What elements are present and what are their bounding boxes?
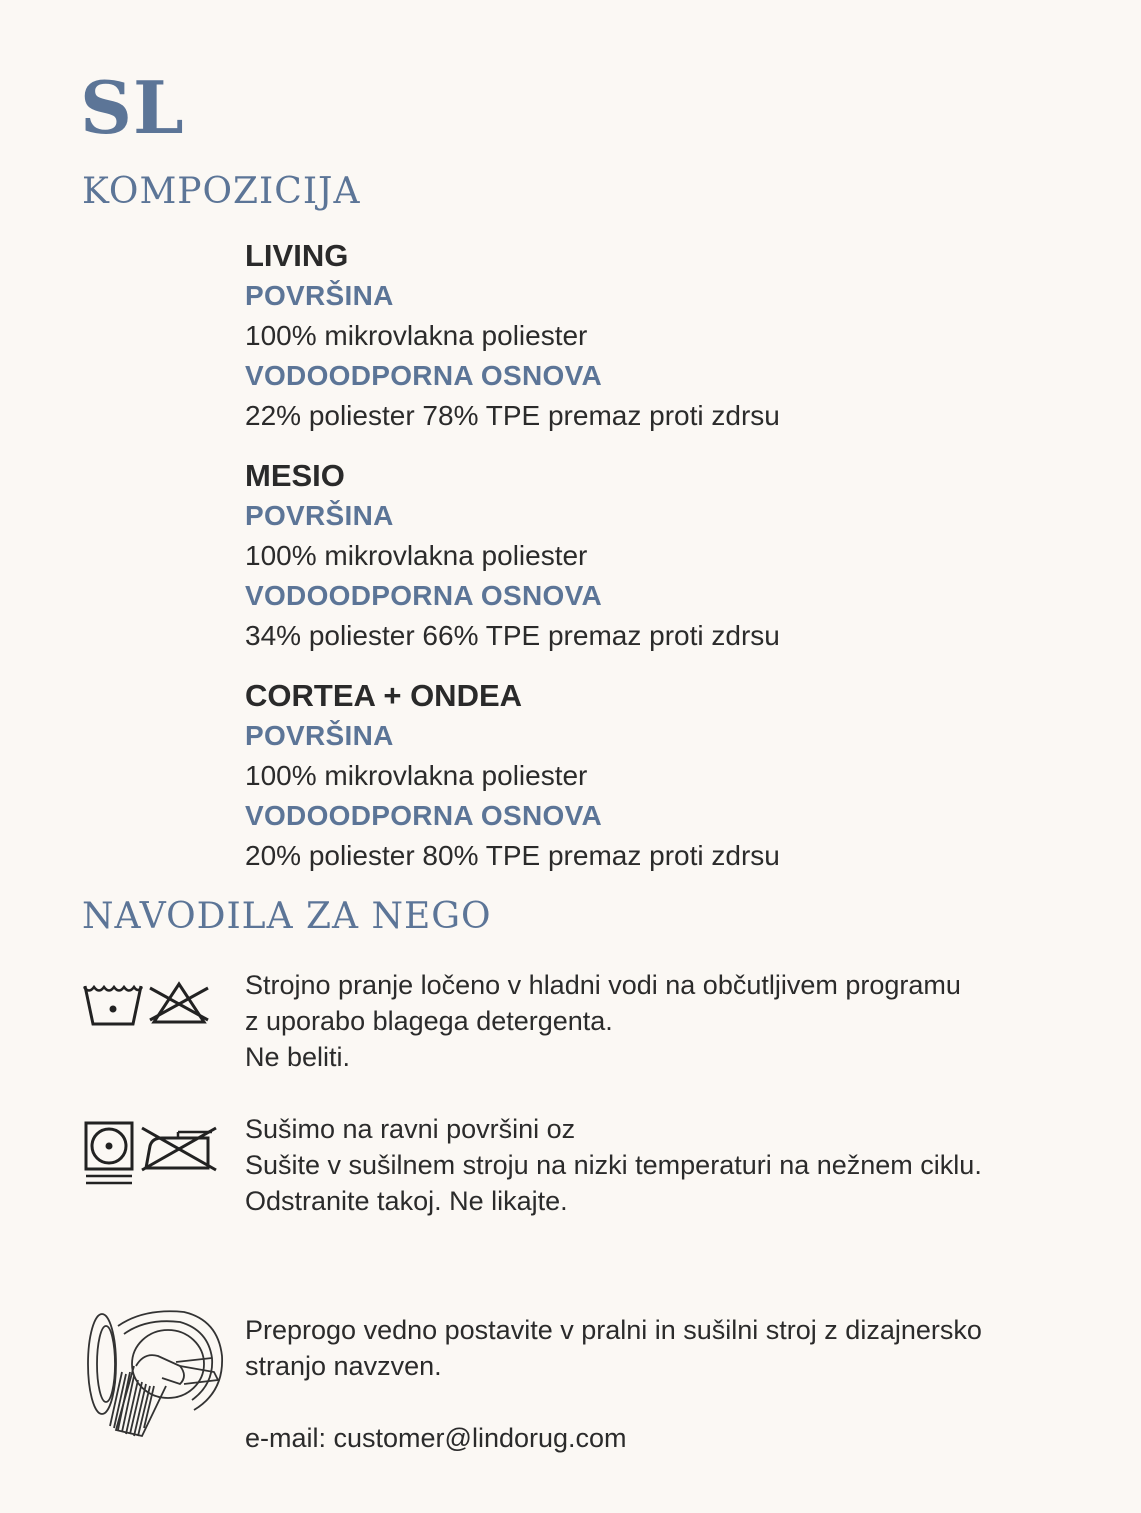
washing-machine-rug-icon	[84, 1306, 226, 1440]
surface-label: POVRŠINA	[245, 500, 394, 531]
base-value: 22% poliester 78% TPE premaz proti zdrsu	[245, 400, 780, 431]
language-code: SL	[80, 65, 185, 150]
care-line: Preprogo vedno postavite v pralni in sušilni stroj z dizajnersko	[245, 1315, 982, 1345]
base-value: 34% poliester 66% TPE premaz proti zdrsu	[245, 620, 780, 651]
care-line: Sušimo na ravni površini oz	[245, 1114, 576, 1144]
surface-value: 100% mikrovlakna poliester	[245, 760, 588, 791]
base-label: VODOODPORNA OSNOVA	[245, 580, 602, 611]
base-value: 20% poliester 80% TPE premaz proti zdrsu	[245, 840, 780, 871]
care-line: Odstranite takoj. Ne likajte.	[245, 1186, 568, 1216]
surface-label: POVRŠINA	[245, 280, 394, 311]
no-bleach-icon	[148, 980, 210, 1026]
tumble-dry-low-icon	[84, 1121, 136, 1187]
base-label: VODOODPORNA OSNOVA	[245, 360, 602, 391]
contact-email[interactable]	[245, 1420, 1105, 1456]
surface-value: 100% mikrovlakna poliester	[245, 540, 588, 571]
wash-instructions	[245, 967, 1105, 1075]
care-line: z uporabo blagega detergenta.	[245, 1006, 613, 1036]
surface-label: POVRŠINA	[245, 720, 394, 751]
placement-instructions	[245, 1312, 1105, 1384]
care-line: Strojno pranje ločeno v hladni vodi na občutljivem programu	[245, 970, 961, 1000]
product-name: LIVING	[245, 238, 349, 273]
dry-instructions	[245, 1111, 1105, 1219]
product-block-living	[245, 236, 1045, 436]
care-line: Ne beliti.	[245, 1042, 351, 1072]
surface-value: 100% mikrovlakna poliester	[245, 320, 588, 351]
care-line: stranjo navzven.	[245, 1351, 442, 1381]
product-name: MESIO	[245, 458, 345, 493]
product-block-cortea-ondea	[245, 676, 1045, 876]
care-heading: NAVODILA ZA NEGO	[82, 896, 492, 937]
product-name: CORTEA + ONDEA	[245, 678, 523, 713]
care-line: Sušite v sušilnem stroju na nizki temperaturi na nežnem ciklu.	[245, 1150, 982, 1180]
product-block-mesio	[245, 456, 1045, 656]
base-label: VODOODPORNA OSNOVA	[245, 800, 602, 831]
email-link[interactable]: e-mail: customer@lindorug.com	[245, 1423, 627, 1453]
composition-heading: KOMPOZICIJA	[82, 171, 361, 212]
no-iron-icon	[138, 1124, 220, 1174]
wash-30-icon	[82, 978, 144, 1028]
